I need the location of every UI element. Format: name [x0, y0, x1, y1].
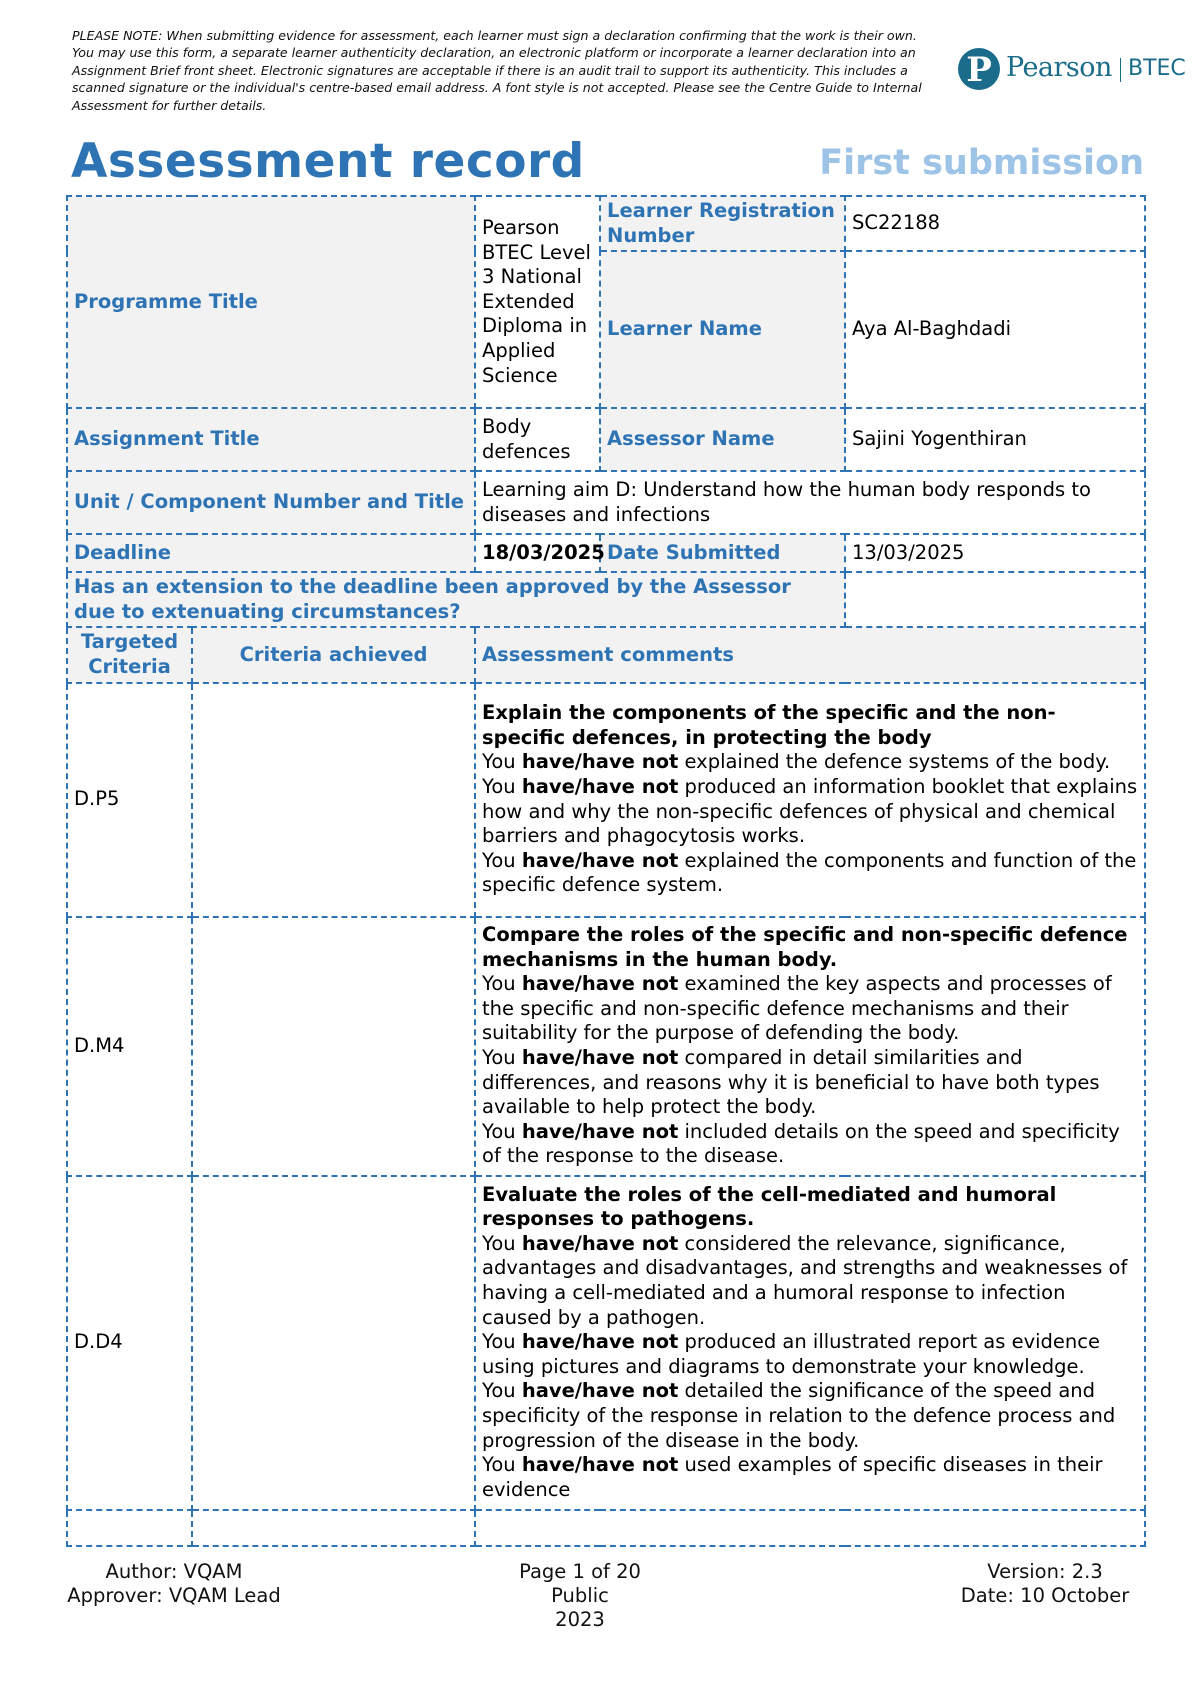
comment-line: You have/have not examined the key aspects and processes of the specific and non-specific defence mechanisms and their suitability for the purpose of defending the body.	[482, 972, 1112, 1045]
date-submitted-label: Date Submitted	[600, 534, 845, 572]
logo-divider	[1120, 58, 1121, 82]
criterion-row-d4	[67, 1176, 1145, 1510]
learner-registration-value[interactable]: SC22188	[845, 196, 1145, 251]
table-row	[67, 196, 1145, 251]
deadline-value: 18/03/2025	[475, 534, 600, 572]
comment-line: You have/have not compared in detail similarities and differences, and reasons why it is beneficial to have both types available to help protect the body.	[482, 1046, 1100, 1119]
logo-btec: BTEC	[1128, 56, 1186, 81]
empty-cell[interactable]	[67, 1510, 192, 1546]
criterion-achieved[interactable]	[192, 1176, 475, 1510]
criteria-achieved-header: Criteria achieved	[192, 627, 475, 682]
submission-note: PLEASE NOTE: When submitting evidence for assessment, each learner must sign a declaration confirming that the work is their own. You may use this form, a separate learner authenticity declaration, an electronic platform or incorporate a learner declaration into an Assignment Brief front sheet. Electronic signatures are acceptable if there is an audit trail to support its authenticity. This includes a scanned signature or the individual's centre-based email address. A font style is not accepted. Please see the Centre Guide to Internal Assessment for further details.	[72, 28, 922, 113]
assignment-title-value: Body defences	[475, 408, 600, 471]
comment-line: You have/have not explained the defence systems of the body.	[482, 750, 1111, 774]
criterion-heading: Explain the components of the specific and the non-specific defences, in protecting the body	[482, 701, 1056, 749]
date-submitted-value[interactable]: 13/03/2025	[845, 534, 1145, 572]
assessor-name-value[interactable]: Sajini Yogenthiran	[845, 408, 1145, 471]
criterion-code: D.P5	[67, 683, 192, 917]
assessor-name-label: Assessor Name	[600, 408, 845, 471]
logo-letter: P	[966, 50, 992, 90]
criterion-code: D.D4	[67, 1176, 192, 1510]
table-row	[67, 572, 1145, 627]
comment-line: You have/have not explained the components and function of the specific defence system.	[482, 848, 1137, 897]
classification: Public	[551, 1584, 609, 1607]
footer-author	[44, 1560, 304, 1608]
learner-registration-label: Learner Registration Number	[600, 196, 845, 251]
comment-line: You have/have not included details on the speed and specificity of the response to the disease.	[482, 1119, 1120, 1168]
assessment-comments-header: Assessment comments	[475, 627, 1145, 682]
criterion-comments	[475, 917, 1145, 1176]
submission-type: First submission	[819, 143, 1144, 183]
pearson-btec-logo	[958, 48, 1190, 94]
criterion-heading: Compare the roles of the specific and non-specific defence mechanisms in the human body.	[482, 923, 1128, 971]
version: Version: 2.3	[987, 1560, 1103, 1583]
comment-line: You have/have not detailed the significance of the speed and specificity of the response in relation to the defence process and progression of the disease in the body.	[482, 1379, 1116, 1452]
comment-line: You have/have not produced an information booklet that explains how and why the non-specific defences of physical and chemical barriers and phagocytosis works.	[482, 774, 1138, 848]
empty-cell[interactable]	[192, 1510, 475, 1546]
extension-value[interactable]	[845, 572, 1145, 627]
assessment-record-table	[66, 195, 1146, 1547]
page-number: Page 1 of 20	[519, 1560, 641, 1583]
unit-label: Unit / Component Number and Title	[67, 471, 475, 534]
criterion-achieved[interactable]	[192, 683, 475, 917]
learner-name-value[interactable]: Aya Al-Baghdadi	[845, 251, 1145, 408]
footer-page	[480, 1560, 680, 1632]
date: Date: 10 October	[960, 1584, 1130, 1607]
extension-label: Has an extension to the deadline been approved by the Assessor due to extenuating circumstances?	[67, 572, 845, 627]
comment-line: You have/have not used examples of specific diseases in their evidence	[482, 1453, 1103, 1501]
criterion-achieved[interactable]	[192, 917, 475, 1176]
learner-name-label: Learner Name	[600, 251, 845, 408]
table-row	[67, 408, 1145, 471]
criterion-row-p5	[67, 683, 1145, 917]
table-row	[67, 627, 1145, 682]
author: Author: VQAM	[105, 1560, 243, 1583]
approver: Approver: VQAM Lead	[67, 1584, 281, 1607]
page-title: Assessment record	[71, 134, 585, 189]
criterion-heading: Evaluate the roles of the cell-mediated and humoral responses to pathogens.	[482, 1182, 1057, 1231]
footer-version	[940, 1560, 1150, 1608]
criterion-row-m4	[67, 917, 1145, 1176]
empty-row	[67, 1510, 1145, 1546]
programme-title-label: Programme Title	[67, 196, 475, 408]
logo-wordmark: Pearson	[1006, 52, 1112, 83]
criterion-comments	[475, 683, 1145, 917]
deadline-label: Deadline	[67, 534, 475, 572]
targeted-criteria-header: Targeted Criteria	[67, 627, 192, 682]
table-row	[67, 471, 1145, 534]
criterion-comments	[475, 1176, 1145, 1510]
programme-title-value: Pearson BTEC Level 3 National Extended Diploma in Applied Science	[475, 196, 600, 408]
unit-value: Learning aim D: Understand how the human body responds to diseases and infections	[475, 471, 1145, 534]
table-row	[67, 534, 1145, 572]
assignment-title-label: Assignment Title	[67, 408, 475, 471]
year: 2023	[555, 1608, 605, 1631]
empty-cell[interactable]	[475, 1510, 1145, 1546]
criterion-code: D.M4	[67, 917, 192, 1176]
comment-line: You have/have not considered the relevance, significance, advantages and disadvantages, and strengths and weaknesses of having a cell-mediated and a humoral response to infection caused by a pathogen.	[482, 1231, 1128, 1329]
comment-line: You have/have not produced an illustrated report as evidence using pictures and diagrams to demonstrate your knowledge.	[482, 1330, 1101, 1378]
